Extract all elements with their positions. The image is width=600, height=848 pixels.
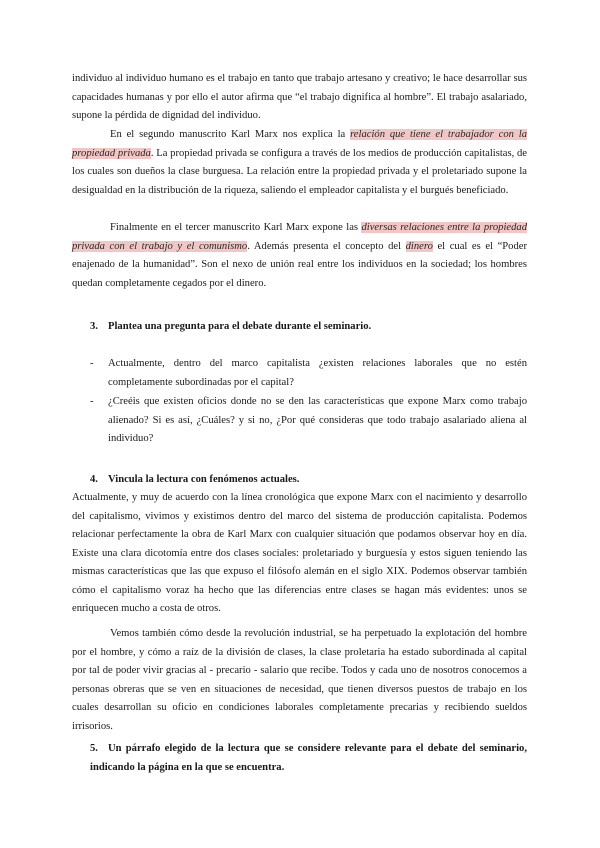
section-3-title: Plantea una pregunta para el debate durante el seminario. xyxy=(108,321,372,332)
bullet-item-1 xyxy=(90,355,527,392)
paragraph-section-4-a xyxy=(72,489,527,619)
paragraph-text: Vemos también cómo desde la revolución industrial, se ha perpetuado la explotación del hombre por el hombre, y cómo a raíz de la división de clases, la clase proletaria ha estado subordinada al capital por tal de poder vivir gracias al - precario - salario que recibe. Todos y cada uno de nosotros conocemos a personas obreras que se ven en situaciones de necesidad, que tienen diversos puestos de trabajo en los cuales desarrollan su oficio en condiciones laborales completamente precarias y recibiendo sueldos irrisorios. xyxy=(72,628,527,732)
paragraph-second-manuscript xyxy=(72,126,527,200)
section-4-title: Vincula la lectura con fenómenos actuales. xyxy=(108,474,300,485)
section-3-number: 3. xyxy=(90,321,98,332)
bullet-dash: - xyxy=(90,358,94,369)
highlight-relacion: relación que tiene el trabajador con la propiedad privada xyxy=(72,129,528,159)
paragraph-section-4-b xyxy=(72,625,527,736)
bullet-text: Actualmente, dentro del marco capitalista ¿existen relaciones laborales que no estén completamente subordinadas por el capital? xyxy=(108,358,527,388)
section-4-heading xyxy=(90,471,299,490)
section-5-number: 5. xyxy=(90,743,98,754)
paragraph-intro xyxy=(72,70,527,126)
section-3-heading xyxy=(90,318,371,337)
section-4-number: 4. xyxy=(90,474,98,485)
bullet-dash: - xyxy=(90,396,94,407)
highlight-dinero: dinero xyxy=(405,240,433,252)
paragraph-text: Actualmente, y muy de acuerdo con la línea cronológica que expone Marx con el nacimiento y desarrollo del capitalismo, vivimos y existimos dentro del marco del sistema de producción capitalista. Podemos relacionar perfectamente la obra de Karl Marx con cualquier situación que podamos observar hoy en día. Existe una clara dicotomía entre dos clases sociales: proletariado y burguesía y estos siguen teniendo las mismas características que las que expuso el filósofo alemán en el siglo XIX. Podemos observar también cómo el capitalismo voraz ha hecho que las diferencias entre clases se hagan más evidentes: unos se enriquecen mucho a costa de otros. xyxy=(72,492,527,614)
highlight-relaciones: diversas relaciones entre la propiedad privada con el trabajo y el comunismo xyxy=(72,222,527,252)
section-5-title: Un párrafo elegido de la lectura que se considere relevante para el debate del seminario, indicando la página en la que se encuentra. xyxy=(90,743,527,773)
text-run: En el segundo manuscrito Karl Marx nos explica la xyxy=(110,129,351,140)
text-run: . Además presenta el concepto del xyxy=(247,240,406,252)
section-5-heading xyxy=(90,740,527,777)
paragraph-third-manuscript xyxy=(72,219,527,293)
paragraph-intro-text: individuo al individuo humano es el trabajo en tanto que trabajo artesano y creativo; le hace desarrollar sus capacidades humanas y por ello el autor afirma que “el trabajo dignifica al hombre”. El trabajo asalariado, supone la pérdida de dignidad del individuo. xyxy=(72,73,527,121)
bullet-item-2 xyxy=(90,393,527,449)
bullet-text: ¿Creéis que existen oficios donde no se den las características que expone Marx como trabajo alienado? Si es así, ¿Cuáles? y si no, ¿Por qué consideras que todo trabajo asalariado aliena al individuo? xyxy=(108,396,527,444)
text-run: Finalmente en el tercer manuscrito Karl Marx expone las xyxy=(110,222,362,233)
text-run: el cual es el “Poder enajenado de la humanidad”. Son el nexo de unión real entre los individuos en la sociedad; los hombres quedan completamente cegados por el dinero. xyxy=(72,240,527,289)
text-run: . La propiedad privada se configura a través de los medios de producción capitalistas, de los cuales son dueños la clase burguesa. La relación entre la propiedad privada y el proletariado supone la desigualdad en la distribución de la riqueza, saliendo el empleador capitalista y el burgués beneficiado. xyxy=(72,147,527,196)
